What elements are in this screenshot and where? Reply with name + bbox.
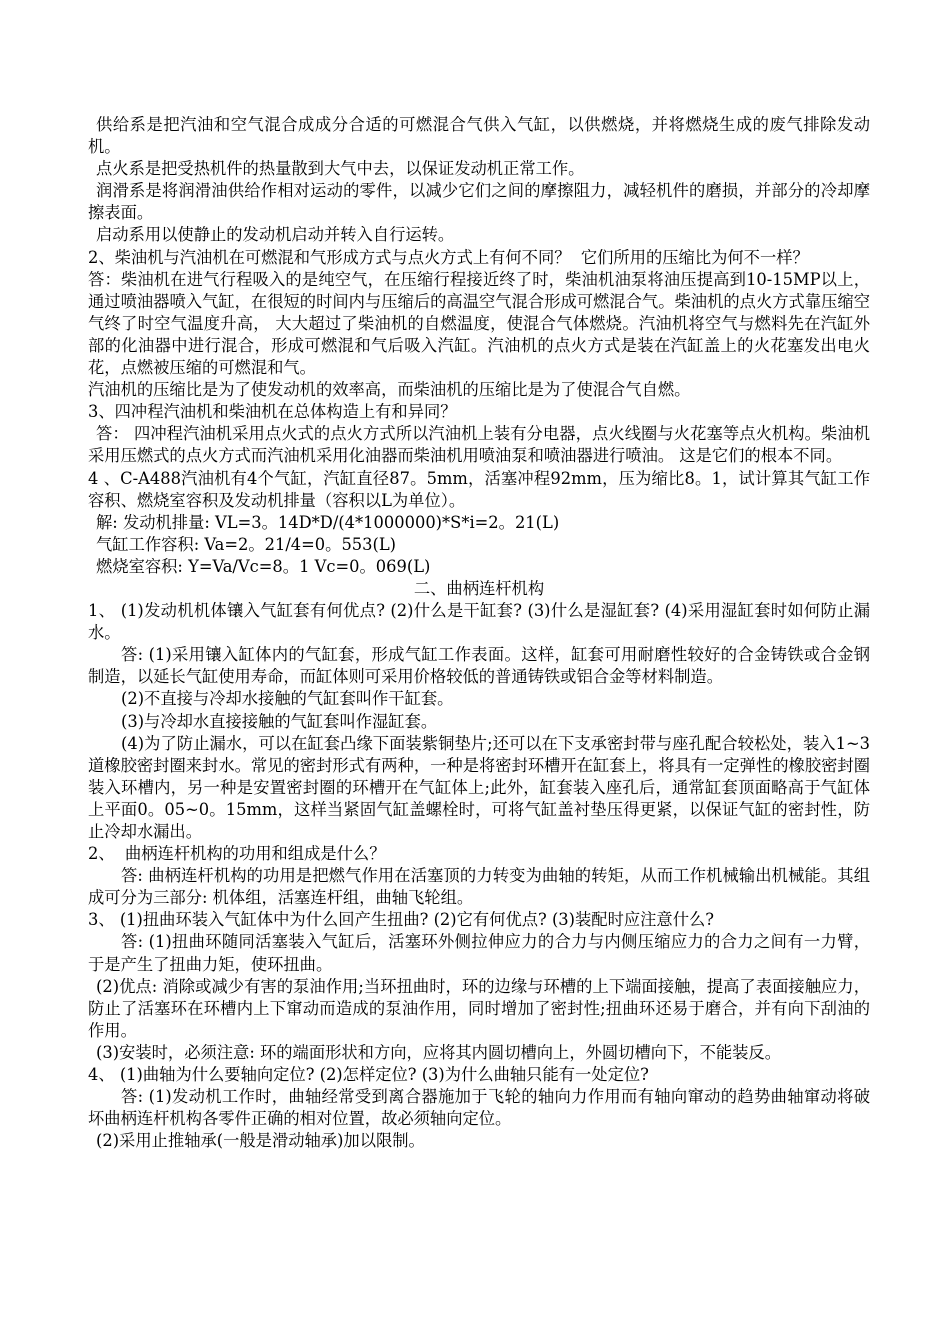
answer-s2-4-part2: (2)采用止推轴承(一般是滑动轴承)加以限制。 <box>96 1131 425 1151</box>
answer-s2-1-part4: (4)为了防止漏水，可以在缸套凸缘下面装紫铜垫片;还可以在下支承密封带与座孔配合较松处，装入1~3道橡胶密封圈来封水。常见的密封形式有两种，一种是将密封环槽开在缸套上，将具有一定弹性的橡胶密封圈装入环槽内，另一种是安置密封圈的环槽开在气缸体上;此外，缸套装入座孔后，通常缸套顶面略高于气缸体上平面0。05~0。15mm，这样当紧固气缸盖螺栓时，可将气缸盖衬垫压得更紧，以保证气缸的密封性，防止冷却水漏出。 <box>88 733 870 841</box>
answer-2: 答：柴油机在进气行程吸入的是纯空气，在压缩行程接近终了时，柴油机油泵将油压提高到10-15MP以上，通过喷油器喷入气缸，在很短的时间内与压缩后的高温空气混合形成可燃混合气。柴油机的点火方式靠压缩空气终了时空气温度升高， 大大超过了柴油机的自燃温度，使混合气体燃烧。汽油机将空气与燃料先在汽缸外部的化油器中进行混合，形成可燃混和气后吸入汽缸。汽油机的点火方式是装在汽缸盖上的火花塞发出电火花，点燃被压缩的可燃混和气。 <box>88 269 870 378</box>
answer-s2-1-part2: (2)不直接与冷却水接触的气缸套叫作干缸套。 <box>121 689 454 709</box>
paragraph-ignition-system: 点火系是把受热机件的热量散到大气中去，以保证发动机正常工作。 <box>96 159 585 179</box>
paragraph-supply-system: 供给系是把汽油和空气混合成成分合适的可燃混合气供入气缸，以供燃烧，并将燃烧生成的废气排除发动机。 <box>88 115 870 157</box>
answer-s2-3-part1: 答: (1)扭曲环随同活塞装入气缸后，活塞环外侧拉伸应力的合力与内侧压缩应力的合力之间有一力臂，于是产生了扭曲力矩，使环扭曲。 <box>88 932 870 974</box>
section-heading: 二、曲柄连杆机构 <box>413 578 545 598</box>
answer-s2-3-part2: (2)优点: 消除或减少有害的泵油作用;当环扭曲时，环的边缘与环槽的上下端面接触，提高了表面接触应力，防止了活塞环在环槽内上下窜动而造成的泵油作用，同时增加了密封性;扭曲环还易于磨合，并有向下刮油的作用。 <box>88 976 870 1040</box>
answer-s2-1-part3: (3)与冷却水直接接触的气缸套叫作湿缸套。 <box>121 711 438 731</box>
question-3: 3、四冲程汽油机和柴油机在总体构造上有和异同？ <box>88 402 457 422</box>
paragraph-starting-system: 启动系用以使静止的发动机启动并转入自行运转。 <box>96 225 455 245</box>
solution-displacement: 解: 发动机排量: VL=3。14D*D/(4*1000000)*S*i=2。21(L) <box>96 512 560 532</box>
question-s2-1: 1、 (1)发动机机体镶入气缸套有何优点? (2)什么是干缸套? (3)什么是湿缸套? (4)采用湿缸套时如何防止漏水。 <box>88 601 870 643</box>
answer-3: 答： 四冲程汽油机采用点火式的点火方式所以汽油机上装有分电器，点火线圈与火花塞等点火机构。柴油机采用压燃式的点火方式而汽油机采用化油器而柴油机用喷油泵和喷油器进行喷油。 这是它们的根本不同。 <box>88 424 870 466</box>
solution-chamber-volume: 燃烧室容积: Y=Va/Vc=8。1 Vc=0。069(L) <box>96 556 431 576</box>
solution-cylinder-volume: 气缸工作容积: Va=2。21/4=0。553(L) <box>96 534 397 554</box>
question-s2-4: 4、 (1)曲轴为什么要轴向定位? (2)怎样定位? (3)为什么曲轴只能有一处定位? <box>88 1065 649 1085</box>
question-s2-3: 3、 (1)扭曲环装入气缸体中为什么回产生扭曲? (2)它有何优点? (3)装配时应注意什么? <box>88 910 714 930</box>
answer-s2-4-part1: 答: (1)发动机工作时，曲轴经常受到离合器施加于飞轮的轴向力作用而有轴向窜动的趋势曲轴窜动将破坏曲柄连杆机构各零件正确的相对位置，故必须轴向定位。 <box>88 1087 870 1129</box>
answer-s2-2: 答: 曲柄连杆机构的功用是把燃气作用在活塞顶的力转变为曲轴的转矩，从而工作机械输出机械能。其组成可分为三部分: 机体组，活塞连杆组，曲轴飞轮组。 <box>88 866 870 908</box>
answer-s2-1-part1: 答: (1)采用镶入缸体内的气缸套，形成气缸工作表面。这样，缸套可用耐磨性较好的合金铸铁或合金钢制造，以延长气缸使用寿命，而缸体则可采用价格较低的普通铸铁或铝合金等材料制造。 <box>88 645 870 687</box>
question-4: 4 、C-A488汽油机有4个气缸，汽缸直径87。5mm，活塞冲程92mm，压为缩比8。1，试计算其气缸工作容积、燃烧室容积及发动机排量（容积以L为单位）。 <box>88 468 870 510</box>
paragraph-lubrication-system: 润滑系是将润滑油供给作相对运动的零件，以减少它们之间的摩擦阻力，减轻机件的磨损，并部分的冷却摩擦表面。 <box>88 181 870 223</box>
question-2: 2、柴油机与汽油机在可燃混和气形成方式与点火方式上有何不同？ 它们所用的压缩比为何不一样？ <box>88 247 809 267</box>
answer-2-compression: 汽油机的压缩比是为了使发动机的效率高，而柴油机的压缩比是为了使混合气自燃。 <box>88 380 691 400</box>
question-s2-2: 2、 曲柄连杆机构的功用和组成是什么？ <box>88 844 386 864</box>
document-page <box>88 114 870 1152</box>
answer-s2-3-part3: (3)安装时，必须注意: 环的端面形状和方向，应将其内圆切槽向上，外圆切槽向下，不能装反。 <box>96 1042 781 1062</box>
